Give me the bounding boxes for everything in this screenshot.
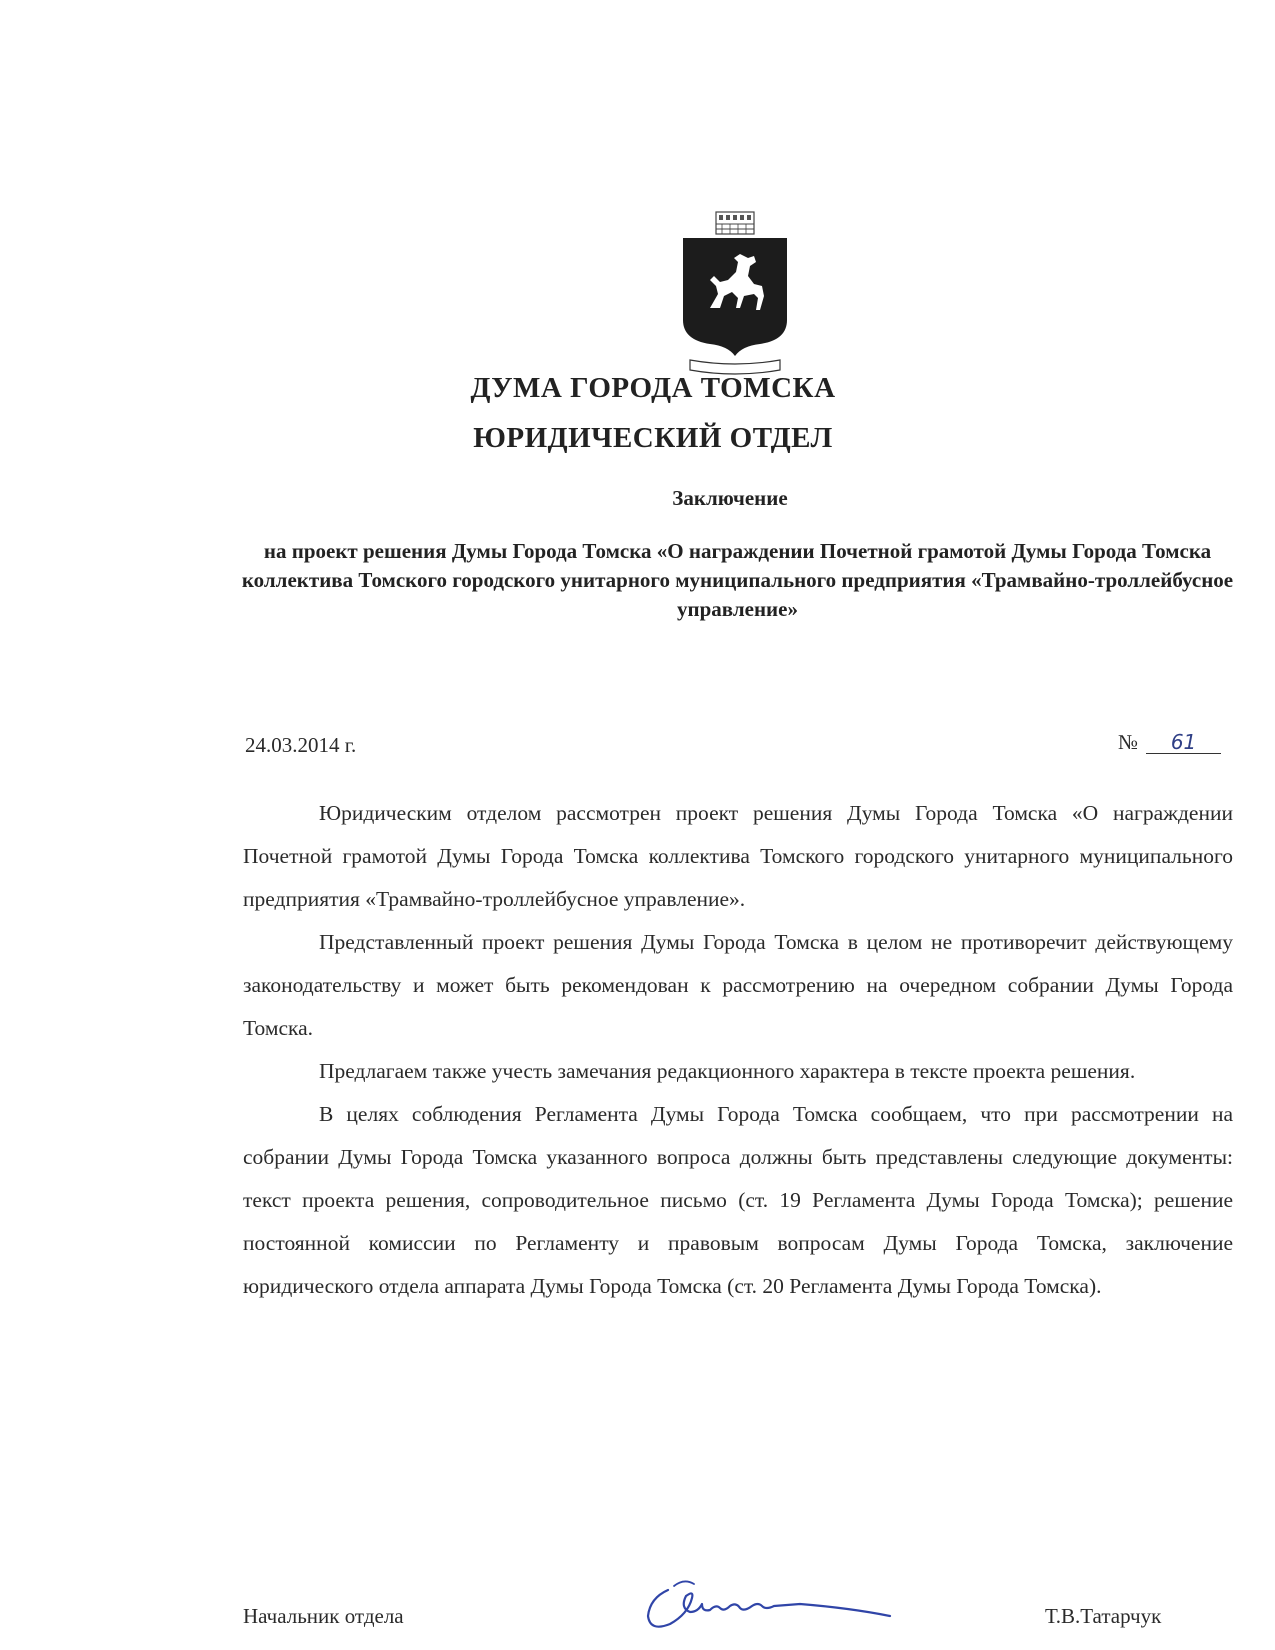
tomsk-coat-of-arms-icon [680, 210, 790, 380]
number-label: № [1118, 730, 1139, 754]
document-subject: на проект решения Думы Города Томска «О награждении Почетной грамотой Думы Города Томска коллектива Томского городского унитарного муниципального предприятия «Трамвайно-троллейбусное управление» [241, 539, 1234, 621]
document-number [1118, 730, 1221, 755]
org-name: ДУМА ГОРОДА ТОМСКА [470, 372, 836, 404]
document-body [243, 792, 1233, 1308]
paragraph: Предлагаем также учесть замечания редакционного характера в тексте проекта решения. [319, 1059, 1136, 1083]
department-name: ЮРИДИЧЕСКИЙ ОТДЕЛ [473, 422, 833, 454]
paragraph: В целях соблюдения Регламента Думы Города Томска сообщаем, что при рассмотрении на собрании Думы Города Томска указанного вопроса должны быть представлены следующие документы: текст проекта решения, сопроводительное письмо (ст. 19 Регламента Думы Города Томска); решение постоянной комиссии по Регламенту и правовым вопросам Думы Города Томска, заключение юридического отдела аппарата Думы Города Томска (ст. 20 Регламента Думы Города Томска). [243, 1102, 1233, 1298]
document-date: 24.03.2014 г. [245, 733, 357, 757]
signer-position: Начальник отдела [243, 1604, 404, 1628]
paragraph: Представленный проект решения Думы Города Томска в целом не противоречит действующему законодательству и может быть рекомендован к рассмотрению на очередном собрании Думы Города Томска. [243, 930, 1233, 1040]
signer-name: Т.В.Татарчук [1045, 1604, 1162, 1628]
number-value: 61 [1146, 731, 1221, 754]
paragraph: Юридическим отделом рассмотрен проект решения Думы Города Томска «О награждении Почетной грамотой Думы Города Томска коллектива Томского городского унитарного муниципального предприятия «Трамвайно-троллейбусное управление». [243, 801, 1233, 911]
handwritten-signature-icon [640, 1568, 930, 1638]
document-type: Заключение [672, 486, 788, 510]
